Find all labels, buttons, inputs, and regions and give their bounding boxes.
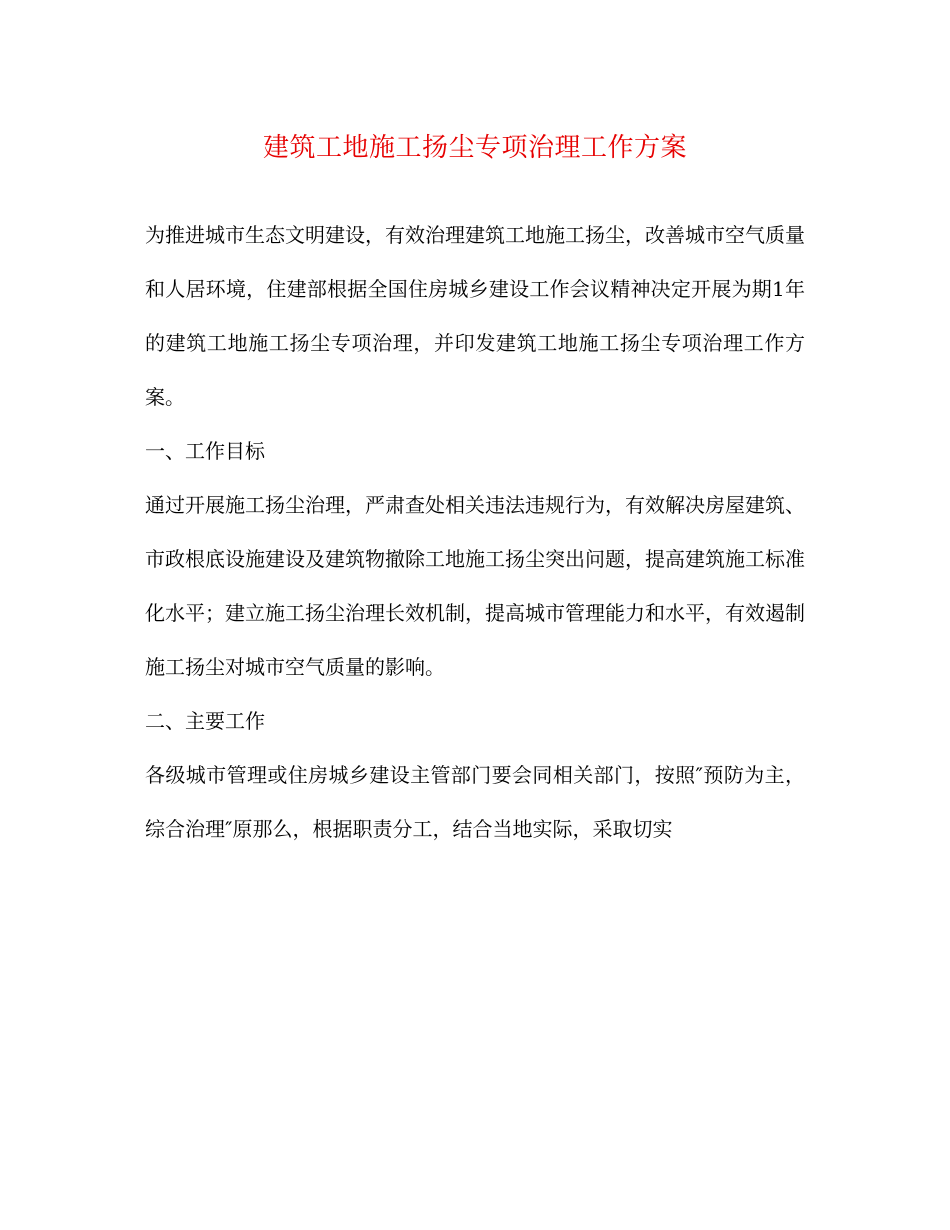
intro-paragraph: 为推进城市生态文明建设，有效治理建筑工地施工扬尘，改善城市空气质量和人居环境，住建部根据全国住房城乡建设工作会议精神决定开展为期1年的建筑工地施工扬尘专项治理，并印发建筑工地施工扬尘专项治理工作方案。	[145, 223, 805, 409]
section-heading-goals: 一、工作目标	[145, 439, 265, 463]
document-body	[145, 208, 805, 856]
section-heading-main-work: 二、主要工作	[145, 709, 265, 733]
document-title: 建筑工地施工扬尘专项治理工作方案	[262, 133, 687, 163]
main-work-paragraph: 各级城市管理或住房城乡建设主管部门要会同相关部门，按照″预防为主，综合治理″原那么，根据职责分工，结合当地实际，采取切实	[145, 763, 805, 841]
goals-paragraph: 通过开展施工扬尘治理，严肃查处相关违法违规行为，有效解决房屋建筑、市政根底设施建设及建筑物撤除工地施工扬尘突出问题，提高建筑施工标准化水平；建立施工扬尘治理长效机制，提高城市管理能力和水平，有效遏制施工扬尘对城市空气质量的影响。	[145, 493, 805, 679]
